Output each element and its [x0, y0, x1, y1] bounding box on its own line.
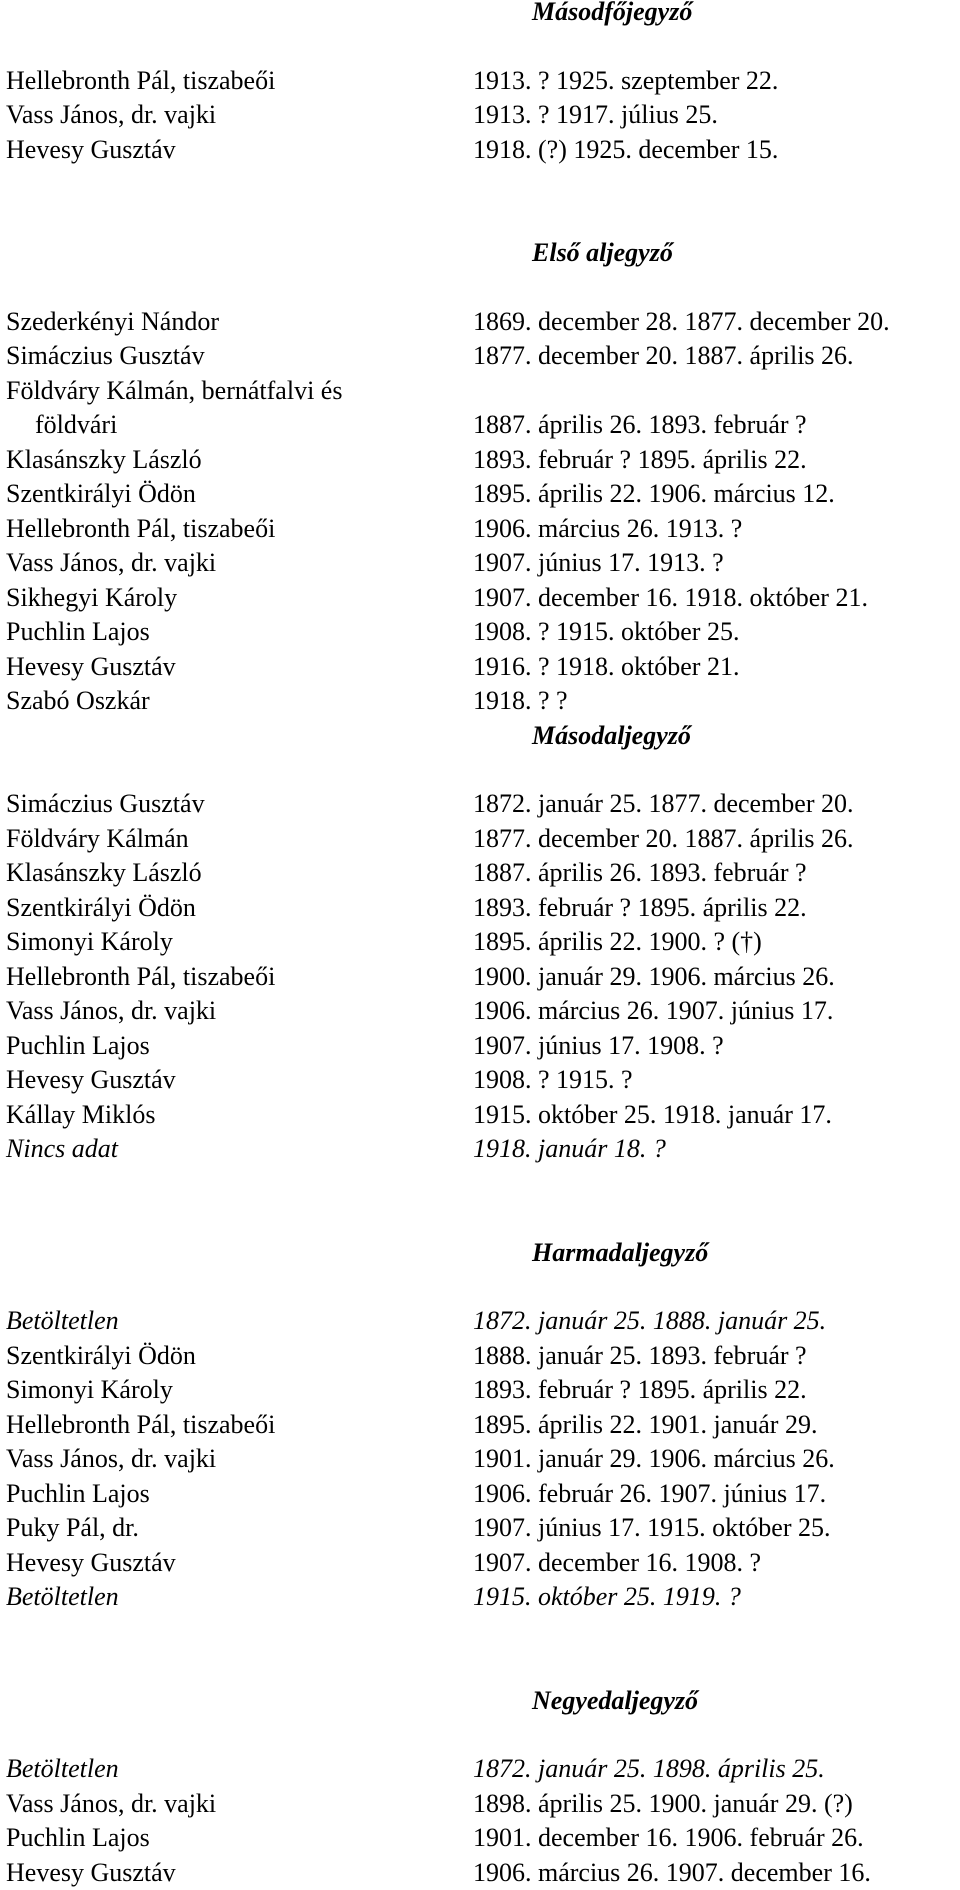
table-row [6, 477, 956, 512]
officer-name: Hellebronth Pál, tiszabeői [6, 64, 275, 99]
table-row [6, 1339, 956, 1374]
officer-name: Földváry Kálmán, bernátfalvi és [6, 374, 342, 409]
section-heading: Negyedaljegyző [6, 1684, 956, 1719]
tenure-dates: 1901. december 16. 1906. február 26. [473, 1821, 864, 1856]
tenure-dates: 1908. ? 1915. október 25. [473, 615, 739, 650]
table-row [6, 339, 956, 374]
officer-name: Nincs adat [6, 1132, 118, 1167]
officer-name: Simáczius Gusztáv [6, 339, 205, 374]
table-row [6, 546, 956, 581]
tenure-dates: 1906. március 26. 1913. ? [473, 512, 742, 547]
table-row [6, 822, 956, 857]
officer-name: Vass János, dr. vajki [6, 1442, 216, 1477]
tenure-dates: 1907. június 17. 1915. október 25. [473, 1511, 831, 1546]
tenure-dates: 1906. február 26. 1907. június 17. [473, 1477, 826, 1512]
table-row [6, 1408, 956, 1443]
officer-name: Szentkirályi Ödön [6, 1339, 196, 1374]
tenure-dates: 1898. április 25. 1900. január 29. (?) [473, 1787, 853, 1822]
table-row [6, 891, 956, 926]
table-row [6, 615, 956, 650]
officer-name: Klasánszky László [6, 443, 202, 478]
tenure-dates: 1906. március 26. 1907. június 17. [473, 994, 833, 1029]
officer-name: Szentkirályi Ödön [6, 891, 196, 926]
officer-name: Hevesy Gusztáv [6, 1546, 176, 1581]
table-row [6, 684, 956, 719]
table-row [6, 1477, 956, 1512]
spacer [6, 167, 956, 236]
table-row [6, 787, 956, 822]
table-row [6, 1304, 956, 1339]
officer-name: Földváry Kálmán [6, 822, 189, 857]
section-elso-aljegyzo [6, 236, 956, 719]
officer-name: Hevesy Gusztáv [6, 1856, 176, 1890]
officer-name: Puky Pál, dr. [6, 1511, 139, 1546]
table-row [6, 1098, 956, 1133]
officer-name: Puchlin Lajos [6, 1029, 150, 1064]
officer-name: Hevesy Gusztáv [6, 1063, 176, 1098]
officer-name: Simáczius Gusztáv [6, 787, 205, 822]
officer-name: Hellebronth Pál, tiszabeői [6, 1408, 275, 1443]
document [6, 0, 956, 1890]
table-row [6, 512, 956, 547]
tenure-dates: 1907. június 17. 1913. ? [473, 546, 724, 581]
section-heading: Harmadaljegyző [6, 1236, 956, 1271]
tenure-dates: 1915. október 25. 1918. január 17. [473, 1098, 832, 1133]
tenure-dates: 1893. február ? 1895. április 22. [473, 1373, 807, 1408]
table-row [6, 1132, 956, 1167]
tenure-dates: 1872. január 25. 1877. december 20. [473, 787, 854, 822]
tenure-dates: 1907. december 16. 1918. október 21. [473, 581, 868, 616]
officer-name: Vass János, dr. vajki [6, 994, 216, 1029]
section-heading: Első aljegyző [6, 236, 956, 271]
officer-name: Szabó Oszkár [6, 684, 150, 719]
table-row [6, 650, 956, 685]
tenure-dates: 1901. január 29. 1906. március 26. [473, 1442, 835, 1477]
table-row [6, 1511, 956, 1546]
officer-name: Klasánszky László [6, 856, 202, 891]
table-row [6, 960, 956, 995]
officer-name: földvári [35, 408, 117, 443]
section-heading: Másodaljegyző [6, 719, 956, 754]
spacer [6, 753, 956, 787]
tenure-dates: 1893. február ? 1895. április 22. [473, 891, 807, 926]
officer-name: Hellebronth Pál, tiszabeői [6, 512, 275, 547]
officer-name: Simonyi Károly [6, 1373, 173, 1408]
table-row [6, 1752, 956, 1787]
officer-name: Simonyi Károly [6, 925, 173, 960]
spacer [6, 1270, 956, 1304]
tenure-dates: 1918. ? ? [473, 684, 568, 719]
table-row [6, 305, 956, 340]
officer-name: Hevesy Gusztáv [6, 133, 176, 168]
tenure-dates: 1872. január 25. 1898. április 25. [473, 1752, 825, 1787]
tenure-dates: 1895. április 22. 1901. január 29. [473, 1408, 817, 1443]
tenure-dates: 1906. március 26. 1907. december 16. [473, 1856, 871, 1890]
officer-name: Szederkényi Nándor [6, 305, 219, 340]
tenure-dates: 1887. április 26. 1893. február ? [473, 408, 807, 443]
tenure-dates: 1869. december 28. 1877. december 20. [473, 305, 890, 340]
officer-name: Puchlin Lajos [6, 1477, 150, 1512]
table-row [6, 408, 956, 443]
officer-name: Betöltetlen [6, 1580, 119, 1615]
table-row [6, 581, 956, 616]
tenure-dates: 1877. december 20. 1887. április 26. [473, 339, 854, 374]
spacer [6, 1167, 956, 1236]
table-row [6, 374, 956, 409]
officer-name: Vass János, dr. vajki [6, 1787, 216, 1822]
tenure-dates: 1918. (?) 1925. december 15. [473, 133, 778, 168]
table-row [6, 98, 956, 133]
table-row [6, 1821, 956, 1856]
officer-name: Hevesy Gusztáv [6, 650, 176, 685]
section-heading: Másodfőjegyző [6, 0, 956, 30]
tenure-dates: 1895. április 22. 1906. március 12. [473, 477, 835, 512]
officer-name: Hellebronth Pál, tiszabeői [6, 960, 275, 995]
table-row [6, 994, 956, 1029]
tenure-dates: 1913. ? 1917. július 25. [473, 98, 718, 133]
spacer [6, 271, 956, 305]
officer-name: Vass János, dr. vajki [6, 546, 216, 581]
tenure-dates: 1900. január 29. 1906. március 26. [473, 960, 835, 995]
tenure-dates: 1908. ? 1915. ? [473, 1063, 633, 1098]
officer-name: Puchlin Lajos [6, 1821, 150, 1856]
section-negyedaljegyzo [6, 1684, 956, 1890]
officer-name: Sikhegyi Károly [6, 581, 177, 616]
table-row [6, 925, 956, 960]
table-row [6, 1787, 956, 1822]
tenure-dates: 1887. április 26. 1893. február ? [473, 856, 807, 891]
tenure-dates: 1918. január 18. ? [473, 1132, 666, 1167]
section-harmadaljegyzo [6, 1236, 956, 1615]
table-row [6, 1373, 956, 1408]
tenure-dates: 1888. január 25. 1893. február ? [473, 1339, 807, 1374]
tenure-dates: 1916. ? 1918. október 21. [473, 650, 739, 685]
officer-name: Szentkirályi Ödön [6, 477, 196, 512]
spacer [6, 1615, 956, 1684]
table-row [6, 443, 956, 478]
table-row [6, 1029, 956, 1064]
officer-name: Kállay Miklós [6, 1098, 156, 1133]
spacer [6, 30, 956, 64]
tenure-dates: 1915. október 25. 1919. ? [473, 1580, 741, 1615]
officer-name: Puchlin Lajos [6, 615, 150, 650]
table-row [6, 1856, 956, 1890]
table-row [6, 1063, 956, 1098]
officer-name: Betöltetlen [6, 1304, 119, 1339]
officer-name: Betöltetlen [6, 1752, 119, 1787]
table-row [6, 1580, 956, 1615]
spacer [6, 1718, 956, 1752]
tenure-dates: 1907. december 16. 1908. ? [473, 1546, 761, 1581]
table-row [6, 133, 956, 168]
tenure-dates: 1893. február ? 1895. április 22. [473, 443, 807, 478]
section-masodaljegyzo [6, 719, 956, 1167]
table-row [6, 64, 956, 99]
tenure-dates: 1907. június 17. 1908. ? [473, 1029, 724, 1064]
table-row [6, 856, 956, 891]
tenure-dates: 1895. április 22. 1900. ? (†) [473, 925, 762, 960]
officer-name: Vass János, dr. vajki [6, 98, 216, 133]
section-masodfojegyzo [6, 0, 956, 167]
tenure-dates: 1872. január 25. 1888. január 25. [473, 1304, 826, 1339]
tenure-dates: 1913. ? 1925. szeptember 22. [473, 64, 778, 99]
table-row [6, 1546, 956, 1581]
tenure-dates: 1877. december 20. 1887. április 26. [473, 822, 854, 857]
table-row [6, 1442, 956, 1477]
